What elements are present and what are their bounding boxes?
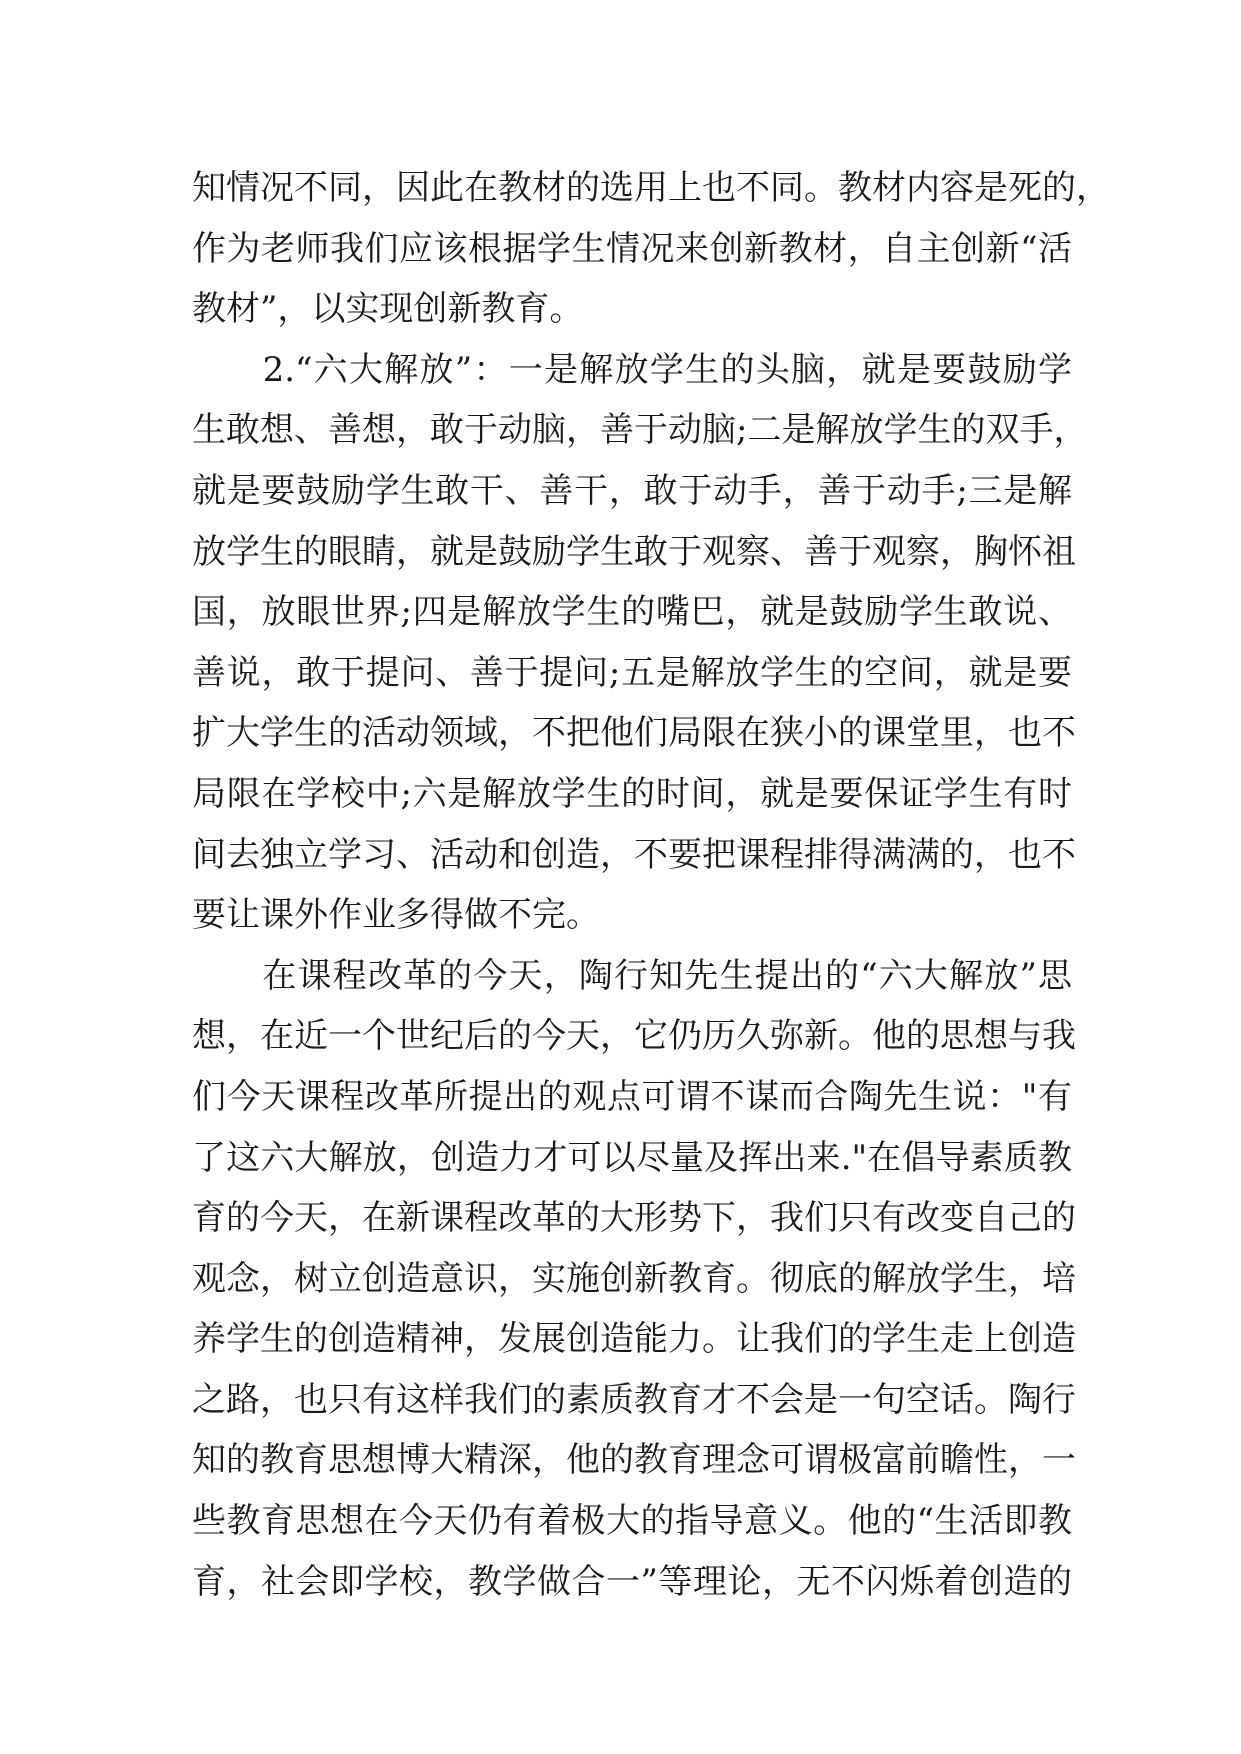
text-line: 间去独立学习、活动和创造，不要把课程排得满满的，也不 [192, 834, 1076, 875]
text-line: 在课程改革的今天，陶行知先生提出的“六大解放”思 [192, 955, 1072, 996]
paragraph-1 [192, 158, 1110, 340]
text-line: 国，放眼世界;四是解放学生的嘴巴，就是鼓励学生敢说、 [192, 592, 1073, 633]
text-line: 知情况不同，因此在教材的选用上也不同。教材内容是死的， [192, 168, 1110, 208]
text-line: 善说，敢于提问、善于提问;五是解放学生的空间，就是要 [192, 652, 1072, 693]
text-line: 就是要鼓励学生敢干、善干，敢于动手，善于动手;三是解 [192, 470, 1073, 511]
text-line: 观念，树立创造意识，实施创新教育。彻底的解放学生，培 [192, 1258, 1076, 1299]
text-line: 育，社会即学校，教学做合一”等理论，无不闪烁着创造的 [192, 1561, 1072, 1602]
text-line: 扩大学生的活动领域，不把他们局限在狭小的课堂里，也不 [192, 713, 1076, 754]
text-line: 放学生的眼睛，就是鼓励学生敢于观察、善于观察，胸怀祖 [192, 531, 1076, 572]
text-line: 2.“六大解放”：一是解放学生的头脑，就是要鼓励学 [192, 349, 1072, 390]
paragraph-2 [192, 340, 1088, 946]
text-line: 生敢想、善想，敢于动脑，善于动脑;二是解放学生的双手， [192, 410, 1088, 451]
text-line: 育的今天，在新课程改革的大形势下，我们只有改变自己的 [192, 1198, 1076, 1239]
text-line: 教材”，以实现创新教育。 [192, 289, 584, 330]
text-line: 了这六大解放，创造力才可以尽量及挥出来."在倡导素质教 [192, 1137, 1072, 1178]
text-line: 们今天课程改革所提出的观点可谓不谋而合陶先生说："有 [192, 1076, 1072, 1117]
text-line: 些教育思想在今天仍有着极大的指导意义。他的“生活即教 [192, 1501, 1072, 1542]
text-line: 知的教育思想博大精深，他的教育理念可谓极富前瞻性，一 [192, 1440, 1076, 1481]
paragraph-3 [192, 946, 1076, 1613]
text-line: 要让课外作业多得做不完。 [192, 895, 600, 936]
text-line: 想，在近一个世纪后的今天，它仍历久弥新。他的思想与我 [192, 1016, 1076, 1057]
text-line: 局限在学校中;六是解放学生的时间，就是要保证学生有时 [192, 773, 1073, 814]
text-line: 之路，也只有这样我们的素质教育才不会是一句空话。陶行 [192, 1379, 1076, 1420]
text-line: 作为老师我们应该根据学生情况来创新教材，自主创新“活 [192, 228, 1072, 269]
body-text [192, 158, 1110, 1612]
text-line: 养学生的创造精神，发展创造能力。让我们的学生走上创造 [192, 1319, 1076, 1360]
